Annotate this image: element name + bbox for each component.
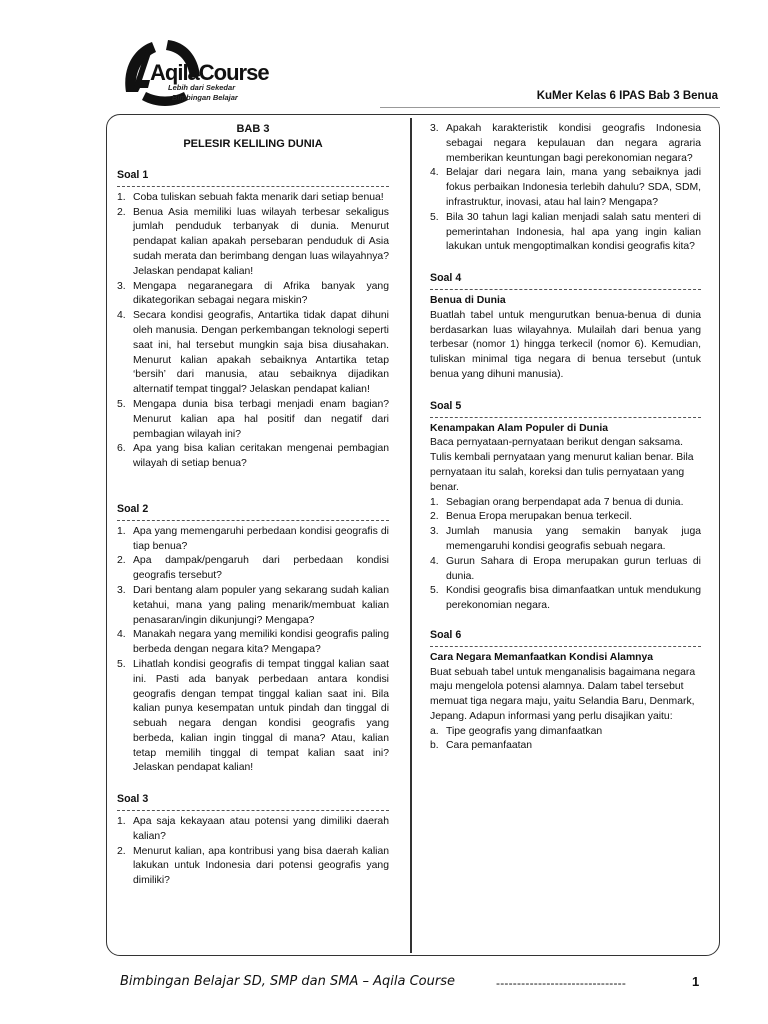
list-item: 4. Manakah negara yang memiliki kondisi geografis paling berbeda dengan negara kita? Mengapa? — [117, 629, 389, 656]
footer-dashes: ------------------------------- — [496, 976, 627, 990]
list-item: 4. Secara kondisi geografis, Antartika tidak dapat dihuni oleh manusia. Dengan perkembangan teknologi seperti saat ini, hal tersebut mungkin saja bisa diusahakan. Menurut kalian apakah sebaiknya Antartika tetap ‘bersih’ dari manusia, atau sebaiknya dijadikan alternatif tempat tinggal? Jelaskan pendapat kalian! — [117, 310, 389, 396]
chapter-label: BAB 3 — [236, 123, 270, 135]
page-header — [0, 0, 768, 112]
soal-6-label: Soal 6 — [430, 628, 462, 641]
soal-2-list — [117, 525, 389, 777]
list-item: 5. Lihatlah kondisi geografis di tempat tinggal kalian saat ini. Pasti ada banyak perbedaan antara kondisi geografis dengan tempat tinggal kalian saat ini. Bila kalian punya kesempatan untuk pindah dan tinggal di sebuah negara dengan kondisi geografis yang berbeda, kalian ingin tinggal di mana? Atau, kalian tetap memilih tinggal di tempat kalian saat ini? Jelaskan pendapat kalian! — [117, 658, 389, 774]
list-item: 1. Apa saja kekayaan atau potensi yang dimiliki daerah kalian? — [117, 816, 389, 842]
list-item: 6. Apa yang bisa kalian ceritakan mengenai pembagian wilayah di setiap benua? — [117, 443, 389, 470]
soal-1-list — [117, 191, 389, 472]
soal-1-label: Soal 1 — [117, 169, 149, 181]
header-rule — [380, 107, 720, 108]
list-item: 5. Bila 30 tahun lagi kalian menjadi salah satu menteri di pemerintahan Indonesia, hal apa yang ingin kalian lakukan untuk mengoptimalkan kondisi geografis kita? — [430, 211, 701, 253]
left-column — [117, 122, 389, 889]
soal-3-label: Soal 3 — [117, 793, 149, 806]
dashed-rule — [117, 810, 389, 811]
list-item: 2. Benua Asia memiliki luas wilayah terbesar sekaligus jumlah penduduk terbanyak di dunia. Menurut pendapat kalian apakah persebaran penduduk di Asia sudah merata dan berimbang dengan luas wilayahnya? Jelaskan pendapat kalian! — [117, 206, 389, 277]
list-item: a. Tipe geografis yang dimanfaatkan — [430, 725, 603, 737]
chapter-title: PELESIR KELILING DUNIA — [183, 138, 323, 150]
list-item: b. Cara pemanfaatan — [430, 740, 533, 752]
list-item: 1. Coba tuliskan sebuah fakta menarik dari setiap benua! — [117, 191, 384, 203]
soal-6-subtitle: Cara Negara Memanfaatkan Kondisi Alamnya — [430, 651, 654, 663]
page-number: 1 — [692, 974, 700, 989]
soal-6-text: Buat sebuah tabel untuk menganalisis bagaimana negara maju mengelola potensi alamnya. Dalam tabel tersebut memuat tiga negara maju, yaitu Selandia Baru, Denmark, Jepang. Adapun informasi yang perlu disajikan yaitu: — [430, 666, 696, 722]
soal-4-subtitle: Benua di Dunia — [430, 294, 506, 306]
column-divider — [410, 118, 412, 953]
soal-5-label: Soal 5 — [430, 399, 462, 412]
list-item: 2. Menurut kalian, apa kontribusi yang bisa daerah kalian lakukan untuk Indonesia dari potensi geografis yang dimiliki? — [117, 845, 389, 887]
list-item: 1. Sebagian orang berpendapat ada 7 benua di dunia. — [430, 496, 684, 508]
list-item: 3. Mengapa negaranegara di Afrika banyak yang dikategorikan sebagai negara miskin? — [117, 280, 389, 307]
soal-2-label: Soal 2 — [117, 502, 149, 515]
soal-3-list-part-2 — [430, 122, 701, 255]
list-item: 5. Mengapa dunia bisa terbagi menjadi enam bagian? Menurut kalian apa hal positif dan negatif dari pembagian wilayah ini? — [117, 398, 389, 440]
right-column — [430, 122, 701, 754]
soal-5-subtitle: Kenampakan Alam Populer di Dunia — [430, 422, 609, 434]
list-item: 3. Apakah karakteristik kondisi geografis Indonesia sebagai negara kepulauan dan negara agraria memberikan keuntungan bagi perekonomian negara? — [430, 123, 701, 164]
soal-5-text: Baca pernyataan-pernyataan berikut dengan saksama. Tulis kembali pernyataan yang menurut kalian benar. Bila pernyataan itu salah, koreksi dan tulis pernyataan yang benar. — [430, 437, 694, 493]
dashed-rule — [117, 520, 389, 521]
dashed-rule — [430, 289, 701, 290]
dashed-rule — [430, 417, 701, 418]
list-item: 1. Apa yang memengaruhi perbedaan kondisi geografis di tiap benua? — [117, 525, 389, 552]
soal-6-list — [430, 725, 701, 755]
list-item: 5. Kondisi geografis bisa dimanfaatkan untuk mendukung perekonomian negara. — [430, 585, 701, 612]
logo-tagline-1: Lebih dari Sekedar — [168, 83, 236, 92]
list-item: 3. Jumlah manusia yang semakin banyak juga memengaruhi kondisi geografis sebuah negara. — [430, 526, 701, 552]
logo-tagline-2: Bimbingan Belajar — [172, 93, 238, 102]
footer-text: Bimbingan Belajar SD, SMP dan SMA – Aqila Course — [120, 974, 455, 989]
soal-4-text: Buatlah tabel untuk mengurutkan benua-benua di dunia berdasarkan luas wilayahnya. Mulailah dari benua yang terbesar (nomor 1) hingga terkecil (nomor 6). Kemudian, tuliskan minimal tiga negara di benua tersebut (untuk benua yang dihuni manusia). — [430, 309, 701, 380]
page-footer — [0, 966, 768, 1006]
list-item: 2. Benua Eropa merupakan benua terkecil. — [430, 511, 632, 523]
soal-4-label: Soal 4 — [430, 272, 462, 285]
dashed-rule — [430, 646, 701, 647]
soal-5-list — [430, 496, 701, 614]
soal-3-list-part-1 — [117, 815, 389, 889]
list-item: 4. Gurun Sahara di Eropa merupakan gurun terluas di dunia. — [430, 555, 701, 582]
list-item: 2. Apa dampak/pengaruh dari perbedaan kondisi geografis tersebut? — [117, 555, 389, 582]
list-item: 3. Dari bentang alam populer yang sekarang sudah kalian ketahui, mana yang paling menarik/membuat kalian penasaran/ingin dikunjungi? Mengapa? — [117, 584, 389, 626]
dashed-rule — [117, 186, 389, 187]
header-title: KuMer Kelas 6 IPAS Bab 3 Benua — [536, 90, 718, 102]
aqila-course-logo — [112, 30, 272, 110]
logo-name: AqilaCourse — [150, 60, 269, 85]
list-item: 4. Belajar dari negara lain, mana yang sebaiknya jadi fokus perbaikan Indonesia terlebih dahulu? SDA, SDM, infrastruktur, inovasi, atau hal lain? Mengapa? — [430, 167, 701, 208]
